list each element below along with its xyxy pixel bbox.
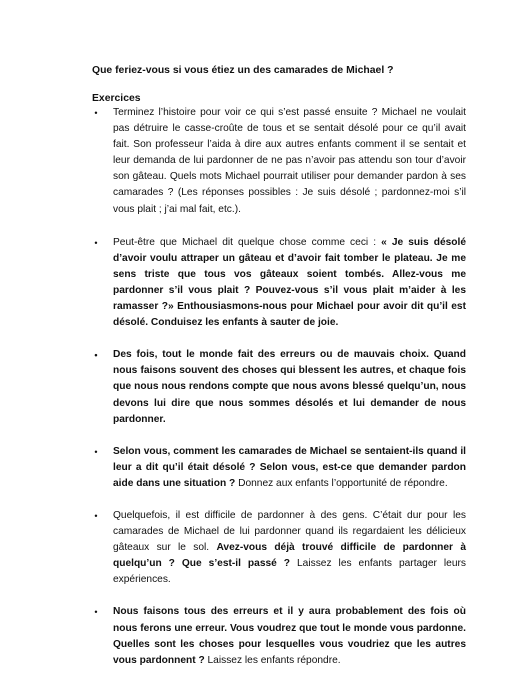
exercise-item-5-instruction: Laissez les enfants partager leurs expériences. (113, 558, 466, 586)
exercise-item-3 (92, 347, 466, 427)
exercise-item-2-quote: « Je suis désolé d’avoir voulu attraper un gâteau et d’avoir fait tomber le plateau. Je me sens triste que tous vos gâteaux soient tombés. Allez-vous me pardonner s’il vous plait ? Pouvez-vous s’il vous plait m’aider à les ramasser ?» Enthousiasmons-nous pour Michael pour avoir dit qu’il est désolé. Conduisez les enfants à sauter de joie. (113, 236, 466, 329)
exercise-list (92, 105, 466, 669)
bullet-icon: • (94, 607, 98, 618)
exercise-item-5 (92, 508, 466, 588)
bullet-icon: • (94, 350, 98, 361)
exercise-item-4-question: Selon vous, comment les camarades de Michael se sentaient-ils quand il leur a dit qu’il était désolé ? Selon vous, est-ce que demander pardon aide dans une situation ? (113, 445, 466, 489)
exercise-item-2 (92, 235, 466, 332)
exercise-item-6-question: Nous faisons tous des erreurs et il y aura probablement des fois où nous ferons une erreur. Vous voudrez que tout le monde vous pardonne. Quelles sont les choses pour lesquelles vous voudriez que les autres vous pardonnent ? (113, 606, 466, 666)
bullet-icon: • (94, 108, 98, 118)
bullet-icon: • (94, 237, 98, 248)
exercise-item-5-question: Avez-vous déjà trouvé difficile de pardonner à quelqu’un ? Que s’est-il passé ? (113, 542, 466, 570)
section-heading-exercices: Exercices (92, 93, 141, 104)
exercise-item-5-intro: Quelquefois, il est difficile de pardonner à des gens. C’était dur pour les camarades de Michael de lui pardonner quand ils regardaient les délicieux gâteaux sur le sol. (113, 509, 466, 554)
document-title: Que feriez-vous si vous étiez un des camarades de Michael ? (92, 65, 394, 76)
bullet-icon: • (94, 446, 98, 457)
exercise-item-4 (92, 444, 466, 492)
exercise-item-6 (92, 604, 466, 668)
exercise-item-3-text: Des fois, tout le monde fait des erreurs ou de mauvais choix. Quand nous faisons souvent des choses qui blessent les autres, et chaque fois que nous nous rendons compte que nous avons blessé quelqu’un, nous devons lui dire que nous sommes désolés et lui demander de nous pardonner. (113, 349, 466, 425)
document-page (92, 64, 466, 669)
exercise-item-2-intro: Peut-être que Michael dit quelque chose comme ceci : (113, 236, 382, 248)
bullet-icon: • (94, 510, 98, 521)
exercise-item-4-instruction: Donnez aux enfants l’opportunité de répondre. (238, 477, 448, 489)
exercise-item-1-text: Terminez l’histoire pour voir ce qui s’est passé ensuite ? Michael ne voulait pas détruire le casse-croûte de tous et se sentait désolé pour ce qu’il avait fait. Son professeur l’aida à dire aux autres enfants comment il se sentait et leur demanda de lui pardonner de ne pas n’avoir pas attendu son tour d’avoir son gâteau. Quels mots Michael pourrait utiliser pour demander pardon à ses camarades ? (Les réponses possibles : Je suis désolé ; pardonnez-moi s’il vous plait ; j’ai mal fait, etc.). (113, 107, 466, 215)
exercise-item-1 (92, 105, 466, 218)
exercise-item-6-instruction: Laissez les enfants répondre. (204, 654, 341, 666)
